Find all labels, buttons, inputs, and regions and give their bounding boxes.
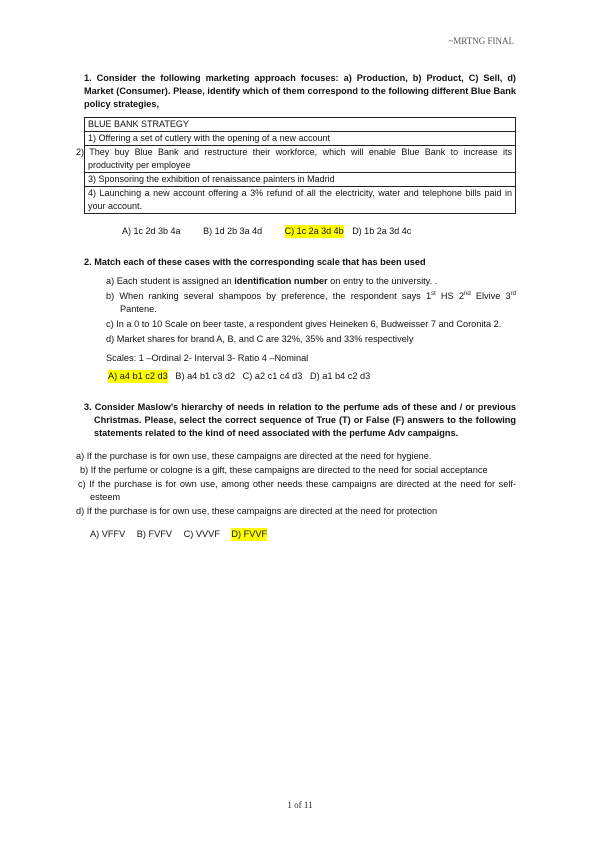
- document-header: ~MRTNG FINAL: [448, 36, 514, 46]
- answer-option-b: B) a4 b1 c3 d2: [175, 371, 236, 381]
- document-page: [76, 72, 516, 541]
- table-row: 1) Offering a set of cutlery with the opening of a new account: [85, 132, 516, 146]
- table-header: BLUE BANK STRATEGY: [85, 118, 516, 132]
- question-2-prompt: 2. Match each of these cases with the corresponding scale that has been used: [84, 257, 426, 267]
- table-row: 3) Sponsoring the exhibition of renaissance painters in Madrid: [85, 173, 516, 187]
- page-number: 1 of 11: [287, 800, 313, 810]
- answer-option-c: C) VVVF: [183, 529, 220, 539]
- answer-option-d: D) 1b 2a 3d 4c: [352, 226, 412, 236]
- question-3-prompt: 3. Consider Maslow's hierarchy of needs in relation to the perfume ads of these and / or previous Christmas. Please, select the correct sequence of True (T) or False (F) answers to the following statements related to the kind of need associated with the perfume Adv campaigns.: [84, 402, 516, 438]
- question-1: [76, 72, 516, 238]
- answer-option-a-highlighted: A) a4 b1 c2 d3: [108, 371, 168, 381]
- strategy-table: [76, 117, 516, 214]
- answer-option-c: C) a2 c1 c4 d3: [242, 371, 303, 381]
- case-d: d) Market shares for brand A, B, and C are 32%, 35% and 33% respectively: [106, 334, 414, 344]
- case-b: b) When ranking several shampoos by preference, the respondent says 1st HS 2nd Elvive 3rd Pantene.: [106, 290, 516, 314]
- question-number: 1: [84, 73, 90, 83]
- answer-option-c-highlighted: C) 1c 2a 3d 4b: [284, 226, 344, 236]
- answer-option-a: A) 1c 2d 3b 4a: [122, 226, 181, 236]
- question-1-options: [84, 225, 516, 238]
- answer-option-a: A) VFFV: [90, 529, 126, 539]
- statement-list: [76, 450, 516, 518]
- statement-a: a) If the purchase is for own use, these campaigns are directed at the need for hygiene.: [76, 451, 432, 461]
- answer-option-d: D) a1 b4 c2 d3: [309, 371, 371, 381]
- question-2: [84, 256, 516, 383]
- case-a: a) Each student is assigned an identification number on entry to the university. .: [106, 276, 438, 286]
- case-list: [84, 275, 516, 346]
- question-3-options: [84, 528, 516, 541]
- answer-option-b: B) 1d 2b 3a 4d: [203, 226, 263, 236]
- table-row: 4) Launching a new account offering a 3% refund of all the electricity, water and telephone bills paid in your account.: [85, 187, 516, 214]
- statement-c: c) If the purchase is for own use, among other needs these campaigns are directed at the need for self-esteem: [78, 479, 516, 502]
- case-c: c) In a 0 to 10 Scale on beer taste, a respondent gives Heineken 6, Budweisser 7 and Coronita 2.: [106, 319, 502, 329]
- statement-d: d) If the purchase is for own use, these campaigns are directed at the need for protection: [76, 506, 438, 516]
- question-2-options: [84, 370, 516, 383]
- question-3: [76, 401, 516, 541]
- table-row: 2) They buy Blue Bank and restructure their workforce, which will enable Blue Bank to increase its productivity per employee: [85, 146, 516, 173]
- scale-legend: Scales: 1 –Ordinal 2- Interval 3- Ratio 4 –Nominal: [106, 353, 309, 363]
- question-1-prompt: 1. Consider the following marketing approach focuses: a) Production, b) Product, C) Sell, d) Market (Consumer). Please, identify which of them correspond to the following different Blue Bank policy strategies,: [84, 73, 516, 109]
- answer-option-d-highlighted: D) FVVF: [231, 529, 268, 539]
- answer-option-b: B) FVFV: [136, 529, 173, 539]
- statement-b: b) If the perfume or cologne is a gift, these campaigns are directed to the need for social acceptance: [80, 465, 488, 475]
